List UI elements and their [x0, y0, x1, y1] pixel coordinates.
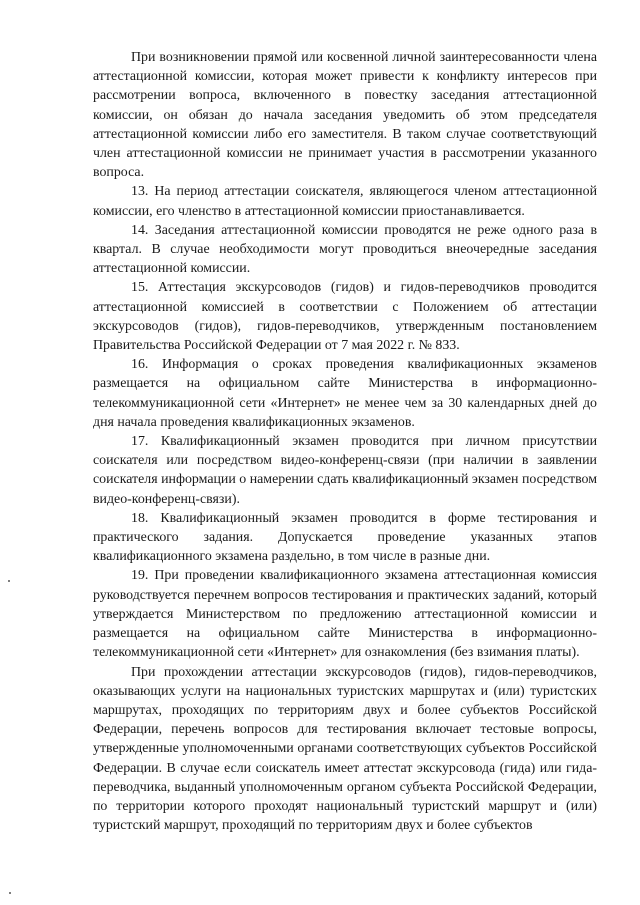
- paragraph-18: 18. Квалификационный экзамен проводится в форме тестирования и практического задания. Допускается проведение указанных этапов квалификационного экзамена раздельно, в том числе в разные дни.: [93, 510, 597, 565]
- paragraph-19-continued: При прохождении аттестации экскурсоводов (гидов), гидов-переводчиков, оказывающих услуги на национальных туристских маршрутах и (или) туристских маршрутах, проходящих по территориям двух и более субъектов Российской Федерации, перечень вопросов для тестирования включает тестовые вопросы, утвержденные уполномоченными органами соответствующих субъектов Российской Федерации. В случае если соискатель имеет аттестат экскурсовода (гида) или гида-переводчика, выданный уполномоченным органом субъекта Российской Федерации, по территории которого проходят национальный туристский маршрут и (или) туристский маршрут, проходящий по территориям двух и более субъектов: [93, 664, 597, 834]
- scan-speck: [8, 580, 10, 582]
- paragraph-17: 17. Квалификационный экзамен проводится при личном присутствии соискателя или посредством видео-конференц-связи (при наличии в заявлении соискателя информации о намерении сдать квалификационный экзамен посредством видео-конференц-связи).: [93, 434, 597, 507]
- paragraph-14: 14. Заседания аттестационной комиссии проводятся не реже одного раза в квартал. В случае необходимости могут проводиться внеочередные заседания аттестационной комиссии.: [93, 222, 597, 277]
- document-page: [93, 48, 597, 835]
- paragraph-19: 19. При проведении квалификационного экзамена аттестационная комиссия руководствуется перечнем вопросов тестирования и практических заданий, который утверждается Министерством по предложению аттестационной комиссии и размещается на официальном сайте Министерства в информационно-телекоммуникационной сети «Интернет» для ознакомления (без взимания платы).: [93, 568, 597, 661]
- paragraph-conflict-of-interest: При возникновении прямой или косвенной личной заинтересованности члена аттестационной комиссии, которая может привести к конфликту интересов при рассмотрении вопроса, включенного в повестку заседания аттестационной комиссии, он обязан до начала заседания уведомить об этом председателя аттестационной комиссии либо его заместителя. В таком случае соответствующий член аттестационной комиссии не принимает участия в рассмотрении указанного вопроса.: [93, 50, 597, 181]
- paragraph-13: 13. На период аттестации соискателя, являющегося членом аттестационной комиссии, его членство в аттестационной комиссии приостанавливается.: [93, 184, 597, 219]
- scan-speck: [9, 892, 11, 894]
- paragraph-16: 16. Информация о сроках проведения квалификационных экзаменов размещается на официальном сайте Министерства в информационно-телекоммуникационной сети «Интернет» не менее чем за 30 календарных дней до дня начала проведения квалификационных экзаменов.: [93, 357, 597, 430]
- paragraph-15: 15. Аттестация экскурсоводов (гидов) и гидов-переводчиков проводится аттестационной комиссией в соответствии с Положением об аттестации экскурсоводов (гидов), гидов-переводчиков, утвержденным постановлением Правительства Российской Федерации от 7 мая 2022 г. № 833.: [93, 280, 597, 354]
